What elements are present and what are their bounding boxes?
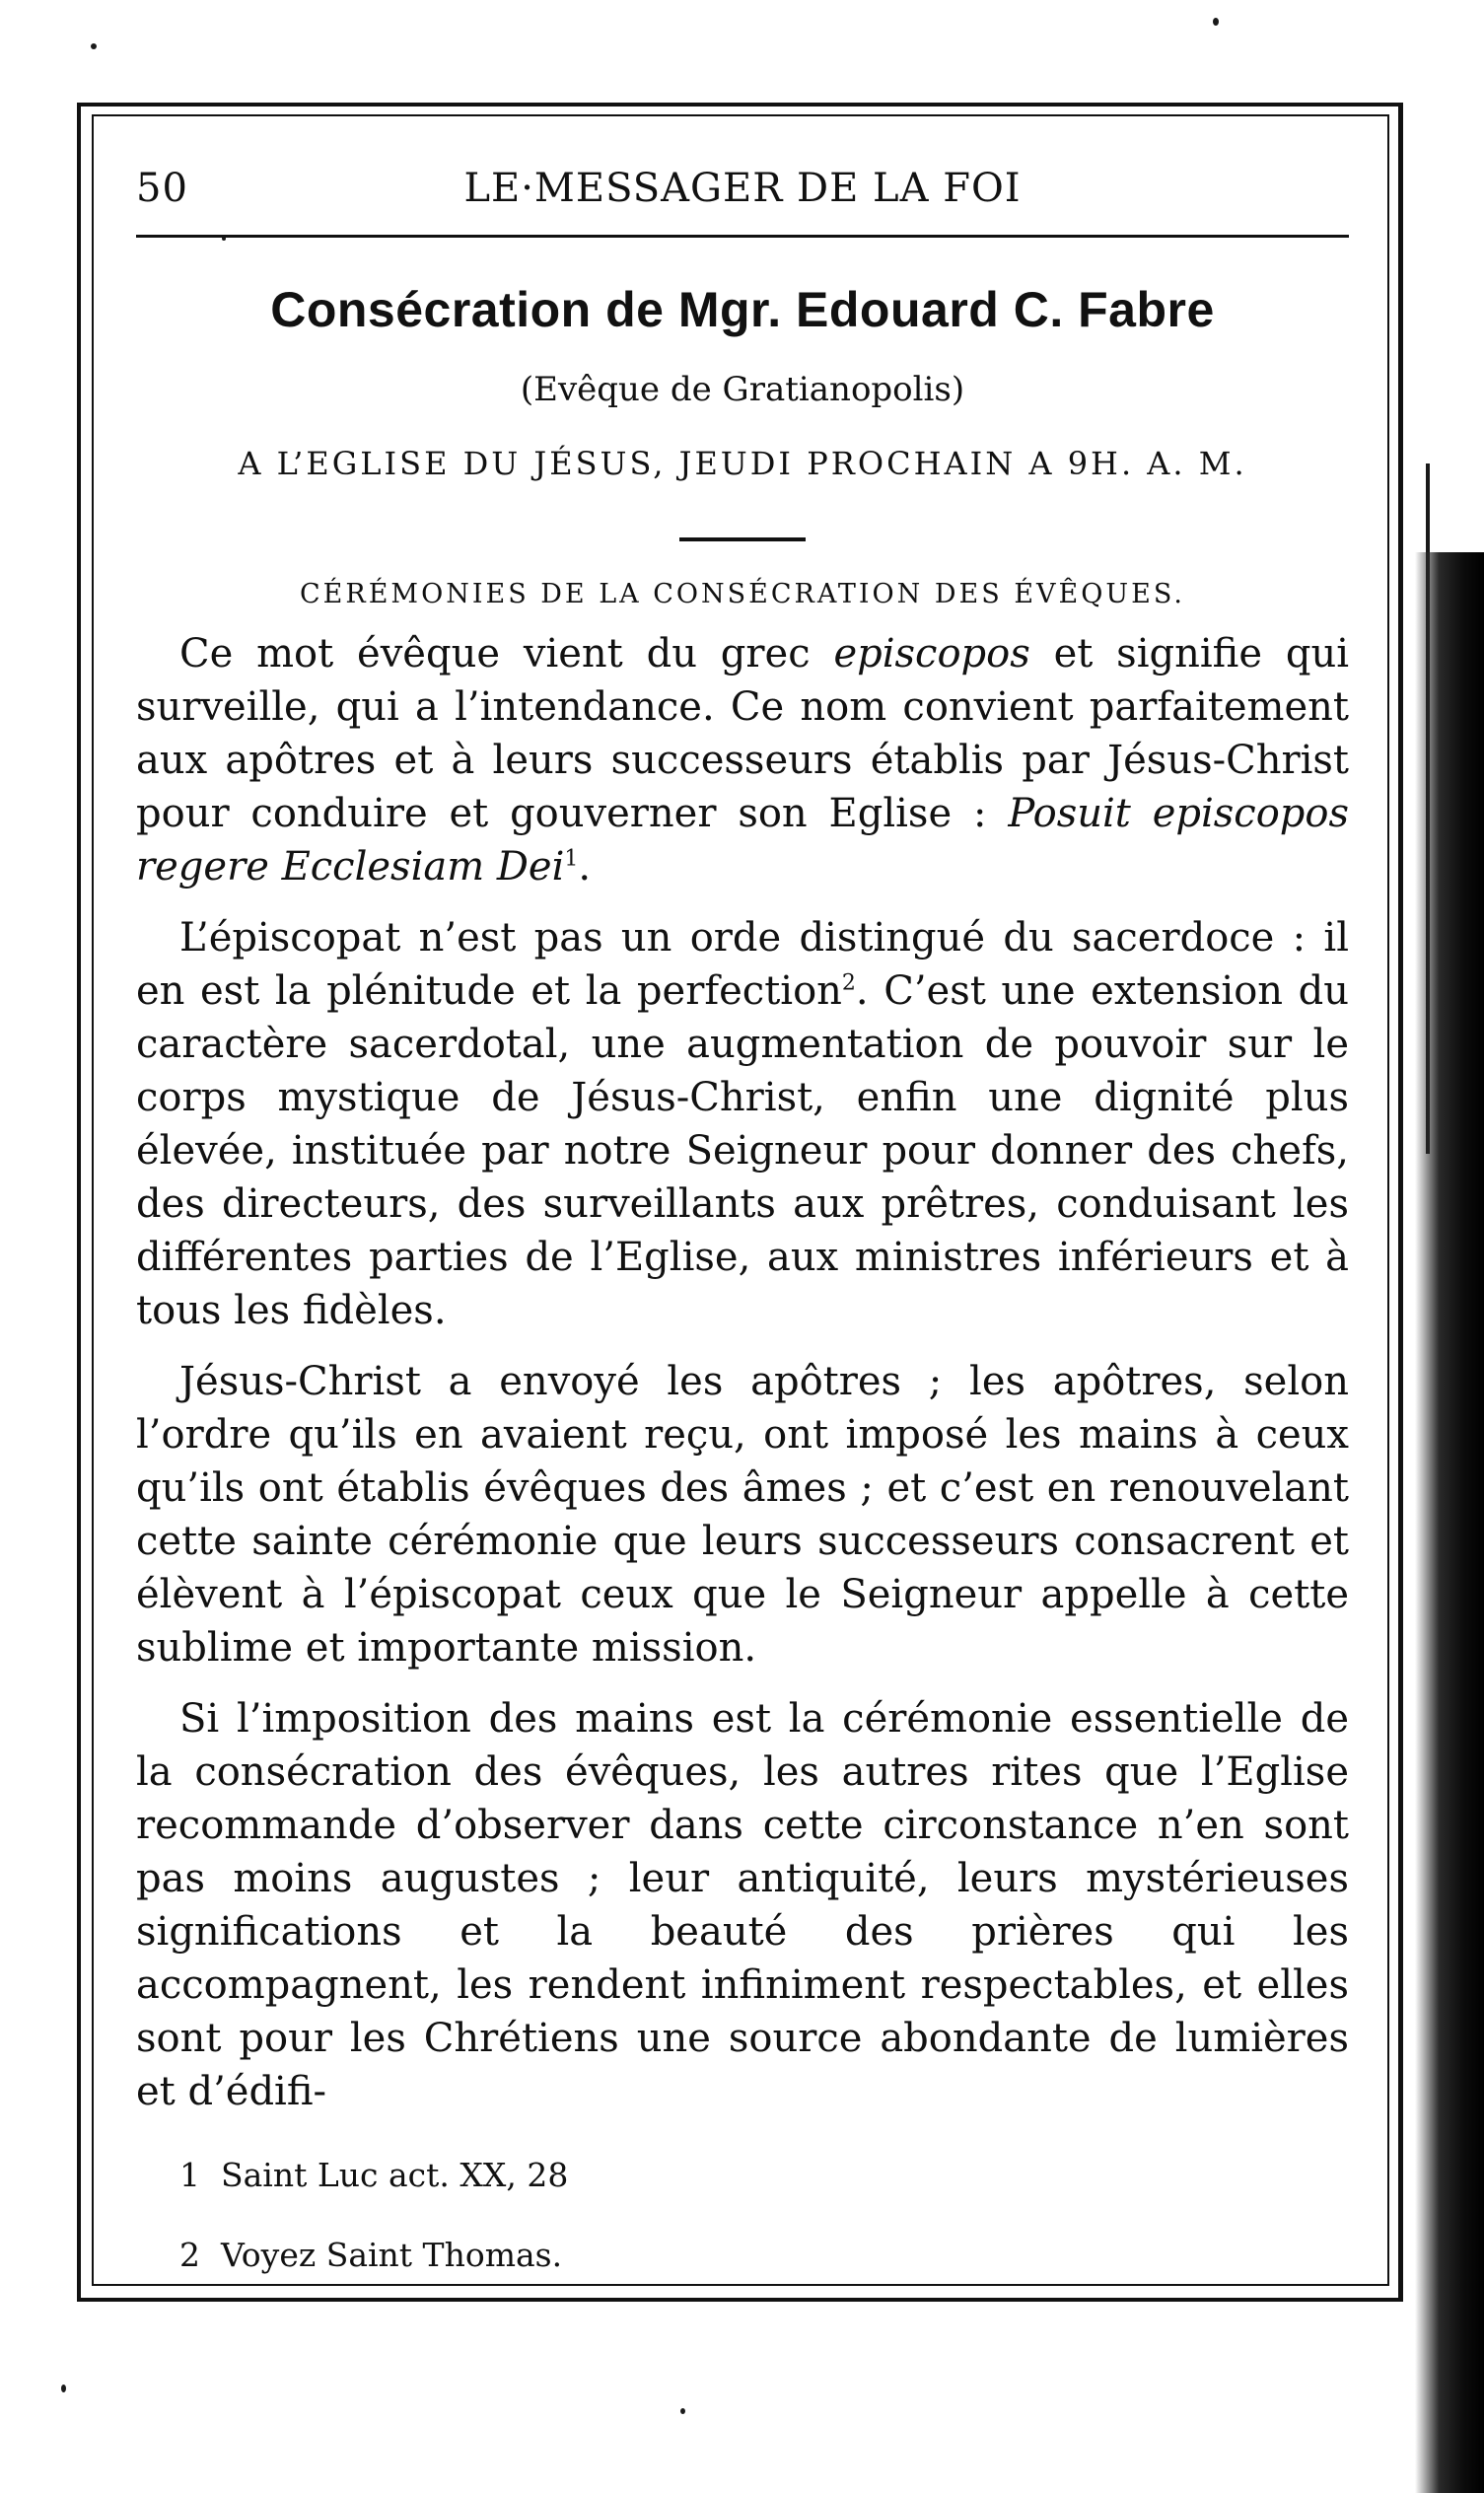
scan-speck: [91, 43, 97, 49]
body-paragraph: [136, 1692, 1349, 2118]
italic-latin-text: Posuit episcopos regere Ecclesiam Dei: [136, 791, 1349, 890]
footnote-text: Voyez Saint Thomas.: [221, 2236, 563, 2274]
footnote-marker: 2: [841, 970, 856, 996]
scan-edge-band: [1415, 552, 1484, 2493]
body-paragraph: [136, 911, 1349, 1337]
scan-speck: [680, 2408, 685, 2414]
page-number: 50: [136, 166, 188, 211]
running-head: [136, 148, 1349, 221]
paragraph-text: Si l’imposition des mains est la cérémonie essentielle de la consécration des évêques, les autres rites que l’Eglise recommande d’observer dans cette circonstance n’en sont pas moins augustes ; leur antiquité, leurs mystérieuses significations et la beauté des prières qui les accompagnent, les rendent infiniment respectables, et elles sont pour les Chrétiens une source abondante de lumières et d’édifi-: [136, 1696, 1349, 2114]
section-divider: [679, 537, 806, 541]
scan-speck: [61, 2385, 66, 2392]
paragraph-text: .: [578, 844, 592, 890]
article-body: [136, 627, 1349, 2118]
paragraph-text: Jésus-Christ a envoyé les apôtres ; les apôtres, selon l’ordre qu’ils en avaient reçu, ont imposé les mains à ceux qu’ils ont établis évêques des âmes ; et c’est en renouvelant cette sainte cérémonie que leurs successeurs consacrent et élèvent à l’épiscopat ceux que le Seigneur appelle à cette sublime et importante mission.: [136, 1359, 1349, 1671]
footnote-number: 1: [179, 2156, 200, 2194]
footnote: [136, 2156, 1349, 2194]
section-heading: CÉRÉMONIES DE LA CONSÉCRATION DES ÉVÊQUES.: [300, 579, 1185, 609]
event-announcement: A L’EGLISE DU JÉSUS, JEUDI PROCHAIN A 9H. A. M.: [238, 445, 1247, 482]
header-rule: [136, 235, 1349, 238]
paragraph-text: et signifie qui surveille, qui a l’intendance. Ce nom convient parfaitement aux apôtres et à leurs successeurs établis par Jésus-Christ pour conduire et gouverner son Eglise :: [136, 631, 1350, 836]
paragraph-text: . C’est une extension du caractère sacerdotal, une augmentation de pouvoir sur le corps mystique de Jésus-Christ, enfin une dignité plus élevée, instituée par notre Seigneur pour donner des chefs, des directeurs, des surveillants aux prêtres, conduisant les différentes parties de l’Eglise, aux ministres inférieurs et à tous les fidèles.: [136, 968, 1349, 1333]
paragraph-text: Ce mot évêque vient du grec: [179, 631, 834, 677]
body-paragraph: [136, 1355, 1349, 1674]
scan-speck: [1213, 18, 1219, 26]
footnote-marker: 1: [564, 846, 579, 872]
page-content: [136, 148, 1349, 2315]
body-paragraph: [136, 627, 1349, 893]
italic-latin-text: episcopos: [833, 631, 1030, 677]
article-subtitle: (Evêque de Gratianopolis): [520, 370, 965, 409]
paragraph-text: L’épiscopat n’est pas un orde distingué du sacerdoce : il en est la plénitude et la perfection: [136, 915, 1349, 1014]
footnote: [136, 2236, 1349, 2274]
journal-title: LE·MESSAGER DE LA FOI: [463, 166, 1022, 211]
footnotes: [136, 2156, 1349, 2274]
footnote-number: 2: [179, 2236, 200, 2274]
footnote-text: Saint Luc act. XX, 28: [221, 2156, 569, 2194]
article-title: Consécration de Mgr. Edouard C. Fabre: [270, 282, 1215, 337]
